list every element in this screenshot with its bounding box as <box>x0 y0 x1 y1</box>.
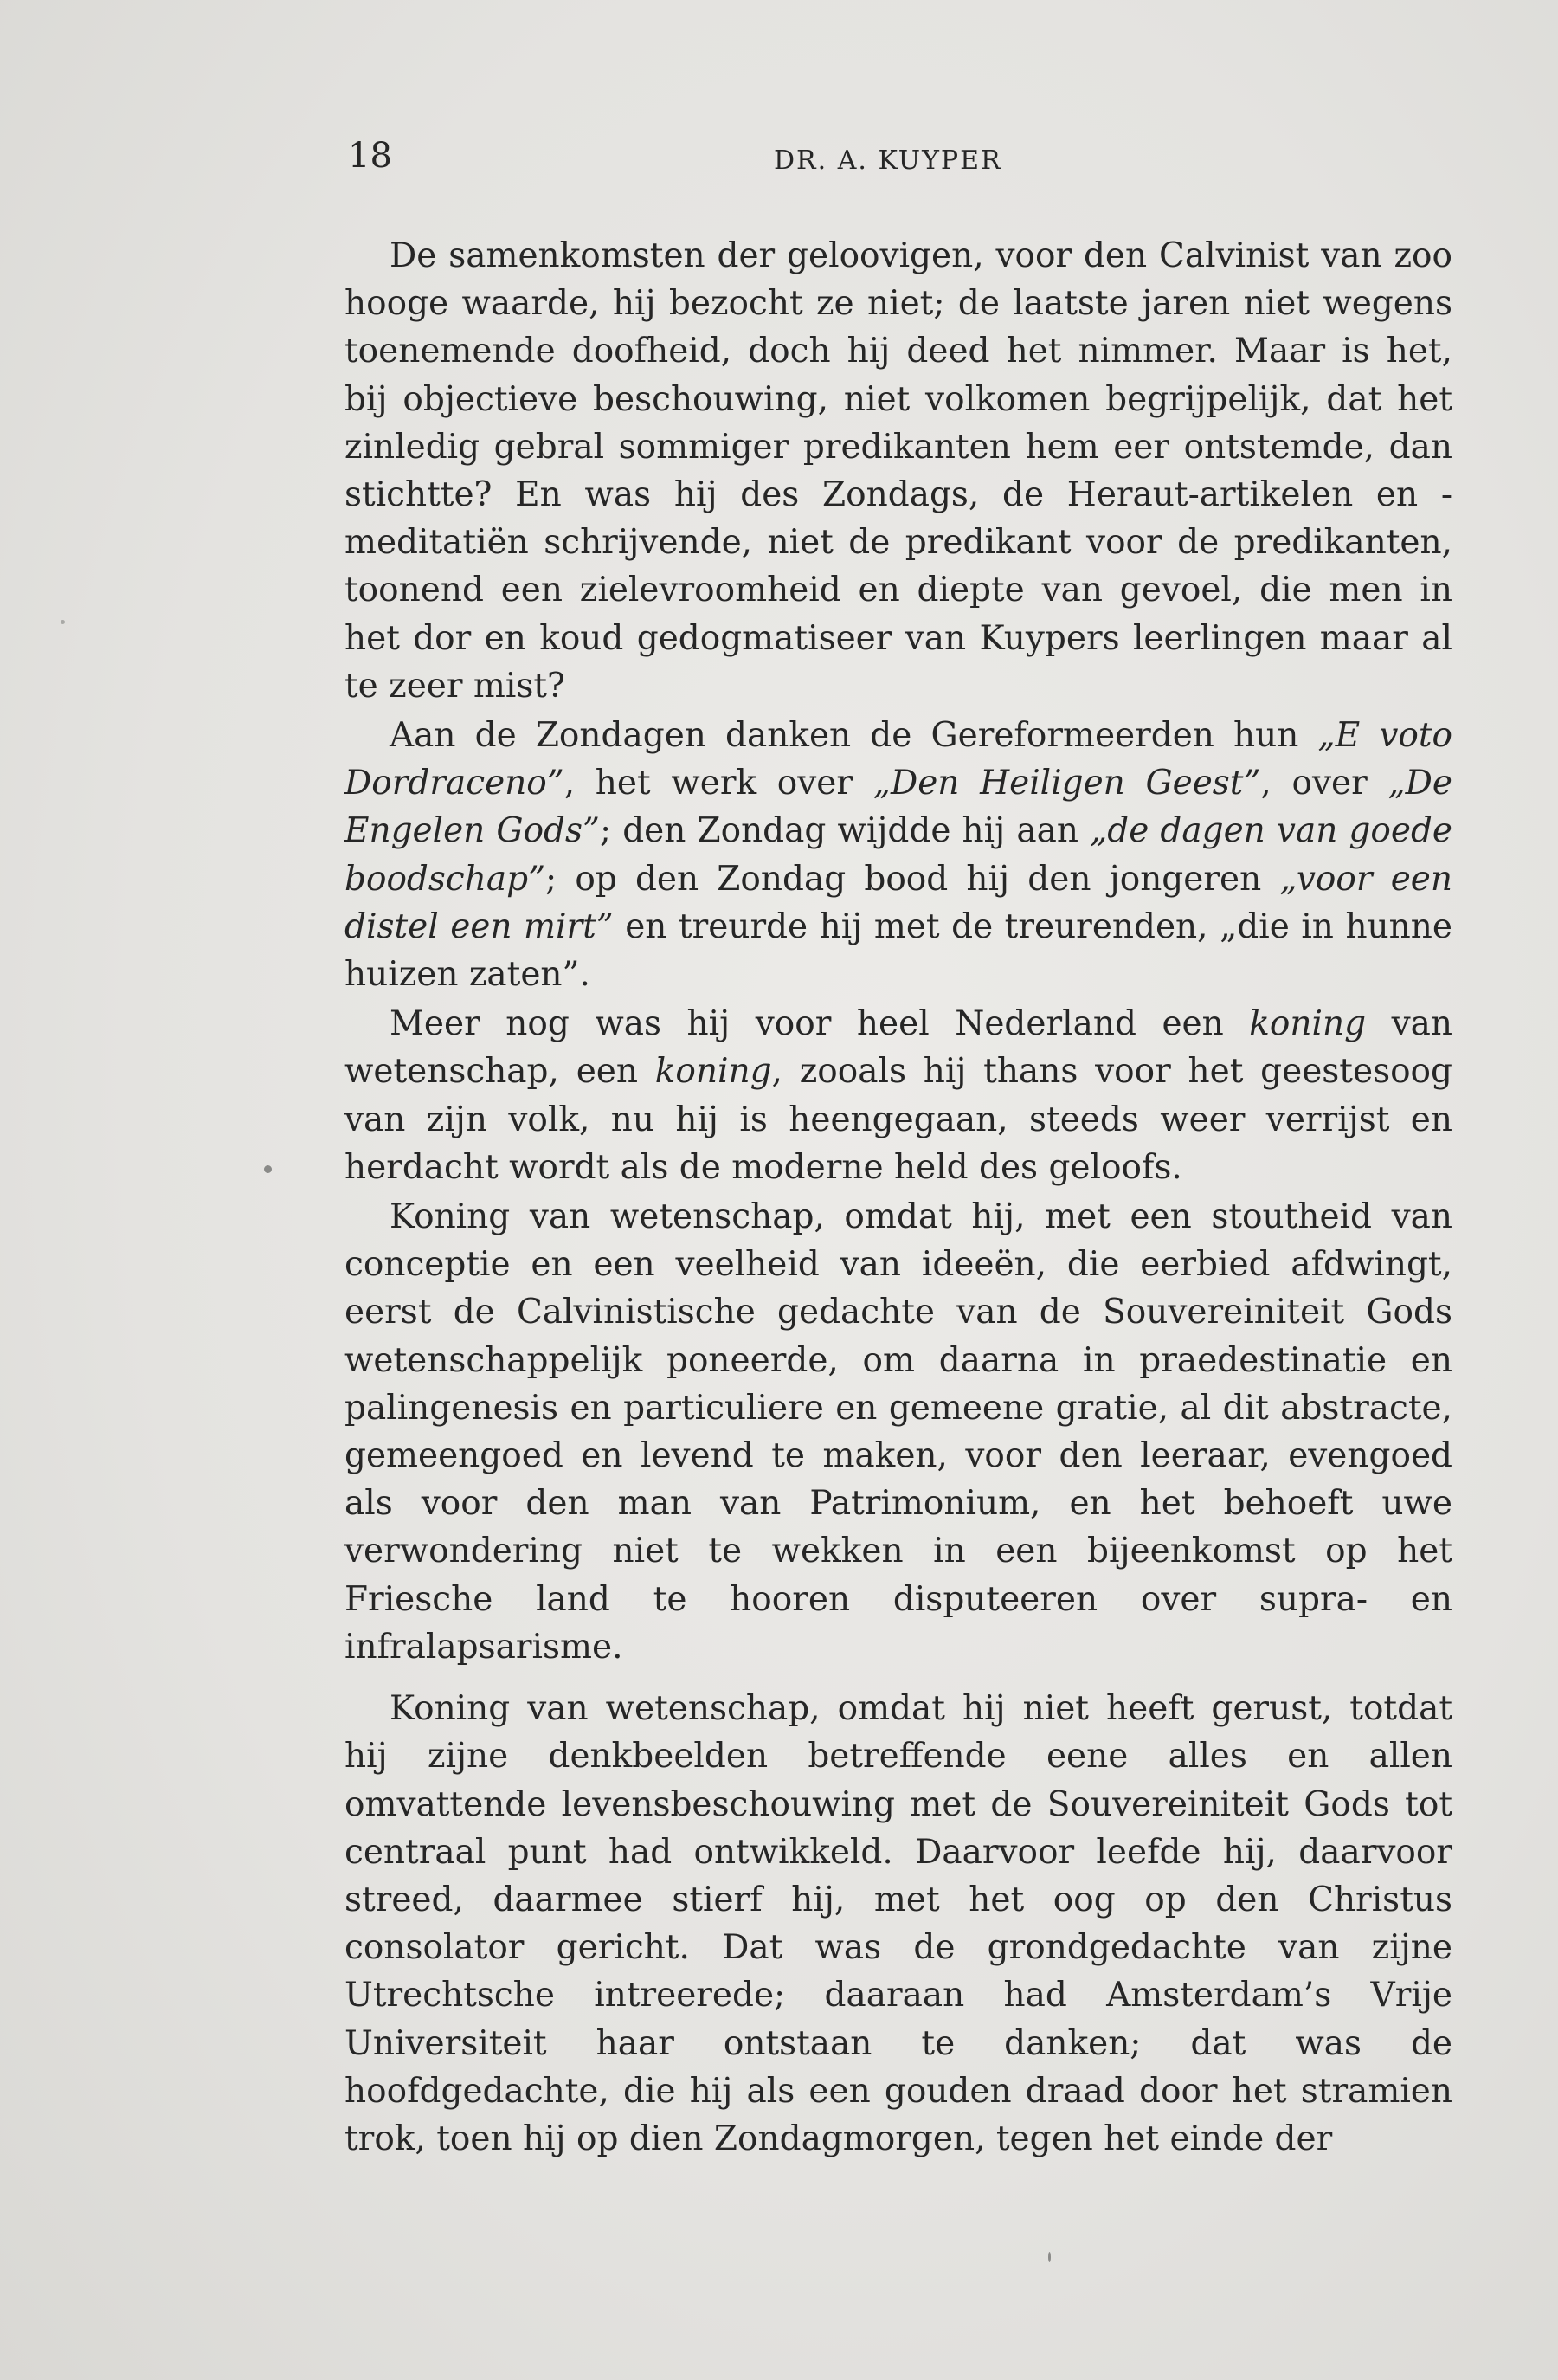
book-title-distel-mirt: „voor een distel een mirt” <box>344 859 1452 946</box>
text-run: , zooals hij thans voor het geestesoog van zijn volk, nu hij is heengegaan, steeds weer verrijst en herdacht wordt als de moderne held des geloofs. <box>344 1052 1453 1187</box>
paragraph-5 <box>344 1685 1452 2163</box>
italic-koning: koning <box>654 1052 772 1092</box>
text-run: , het werk over <box>563 764 873 803</box>
paper-speck <box>264 1165 272 1173</box>
paper-speck <box>1048 2252 1051 2262</box>
paragraph-1-text: De samenkomsten der geloovigen, voor den Calvinist van zoo hooge waarde, hij bezocht ze niet; de laatste jaren niet wegens toenemende doofheid, doch hij deed het nimmer. Maar is het, bij objectieve beschouwing, niet volkomen begrijpelijk, dat het zinledig gebral sommiger predikanten hem eer ontstemde, dan stichtte? En was hij des Zondags, de Heraut-artikelen en -meditatiën schrijvende, niet de predikant voor de predikanten, toonend een zielevroomheid en diepte van gevoel, die men in het dor en koud gedogmatiseer van Kuypers leerlingen maar al te zeer mist? <box>344 236 1452 706</box>
paper-speck <box>61 620 65 624</box>
running-head <box>0 130 1558 182</box>
paragraph-4-text: Koning van wetenschap, omdat hij, met een stoutheid van conceptie en een veelheid van ideeën, die eerbied afdwingt, eerst de Calvinistische gedachte van de Souvereiniteit Gods wetenschappelijk poneerde, om daarna in praedestinatie en palingenesis en particuliere en gemeene gratie, al dit abstracte, gemeengoed en levend te maken, voor den leeraar, evengoed als voor den man van Patrimonium, en het behoeft uwe verwondering niet te wekken in een bijeenkomst op het Friesche land te hooren disputeeren over supra- en infralapsarisme. <box>344 1197 1452 1667</box>
text-run: van wetenschap, een <box>344 1004 1452 1092</box>
book-title-heiligen-geest: „Den Heiligen Geest” <box>872 764 1261 803</box>
text-run: ; op den Zondag bood hij den jongeren <box>545 859 1280 899</box>
italic-koning: koning <box>1249 1004 1367 1044</box>
text-run: ; den Zondag wijdde hij aan <box>599 811 1091 851</box>
text-run: , over <box>1260 764 1388 803</box>
paragraph-2 <box>344 712 1452 998</box>
paragraph-3 <box>344 1000 1452 1191</box>
paragraph-4 <box>344 1193 1452 1671</box>
book-title-engelen-gods: „De Engelen Gods” <box>344 764 1452 851</box>
book-title-goede-boodschap: „de dagen van goede boodschap” <box>344 811 1452 899</box>
page-number: 18 <box>348 136 392 176</box>
paragraph-5-text: Koning van wetenschap, omdat hij niet heeft gerust, totdat hij zijne denkbeelden betreffende eene alles en allen omvattende levensbeschouwing met de Souvereiniteit Gods tot centraal punt had ontwikkeld. Daarvoor leefde hij, daarvoor streed, daarmee stierf hij, met het oog op den Christus consolator gericht. Dat was de grondgedachte van zijne Utrechtsche intreerede; daaraan had Amsterdam’s Vrije Universiteit haar ontstaan te danken; dat was de hoofdgedachte, die hij als een gouden draad door het stramien trok, toen hij op dien Zondagmorgen, tegen het einde der <box>344 1689 1452 2158</box>
text-run: Aan de Zondagen danken de Gereformeerden hun <box>390 716 1318 756</box>
paragraph-1 <box>344 232 1452 710</box>
body-text <box>344 232 1452 2163</box>
running-title: DR. A. KUYPER <box>774 145 1002 176</box>
text-run: Meer nog was hij voor heel Nederland een <box>390 1004 1250 1044</box>
text-run: en treurde hij met de treurenden, „die in hunne huizen zaten”. <box>344 906 1452 995</box>
book-title-e-voto: „E voto Dordraceno” <box>344 716 1452 803</box>
